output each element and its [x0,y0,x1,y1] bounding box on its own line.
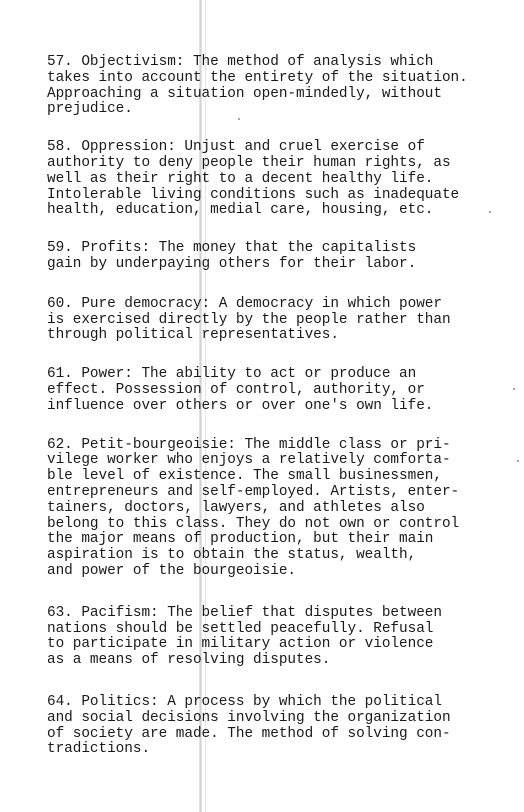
glossary-entries [47,55,517,758]
glossary-entry-pure-democracy: 60. Pure democracy: A democracy in which power is exercised directly by the people rather than through political representatives. [47,295,451,344]
glossary-entry-objectivism: 57. Objectivism: The method of analysis which takes into account the entirety of the situation. Approaching a situation open-mindedly, without prejudice. [47,54,468,118]
scan-speck [513,388,515,390]
glossary-entry-politics: 64. Politics: A process by which the political and social decisions involving the organization of society are made. The method of solving con- tradictions. [47,693,451,758]
scan-speck [489,211,491,213]
glossary-entry-petit-bourgeoisie: 62. Petit-bourgeoisie: The middle class or pri- vilege worker who enjoys a relatively comforta- ble level of existence. The small businessmen, entrepreneurs and self-employed. Artists, enter- tainers, doctors, lawyers, and athletes also belong to this class. They do not own or control the major means of production, but their main aspiration is to obtain the status, wealth, and power of the bourgeoisie. [47,436,460,579]
glossary-entry-oppression: 58. Oppression: Unjust and cruel exercise of authority to deny people their human rights, as well as their right to a decent healthy life. Intolerable living conditions such as inadequate health, education, medial care, housing, etc. [47,139,460,219]
glossary-entry-pacifism: 63. Pacifism: The belief that disputes between nations should be settled peacefully. Refusal to participate in military action or violence as a means of resolving disputes. [47,604,442,669]
scan-speck [238,118,240,120]
glossary-entry-profits: 59. Profits: The money that the capitalists gain by underpaying others for their labor. [47,240,417,272]
glossary-entry-power: 61. Power: The ability to act or produce an effect. Possession of control, authority, or influence over others or over one's own life. [47,366,434,414]
scan-speck [517,460,519,462]
